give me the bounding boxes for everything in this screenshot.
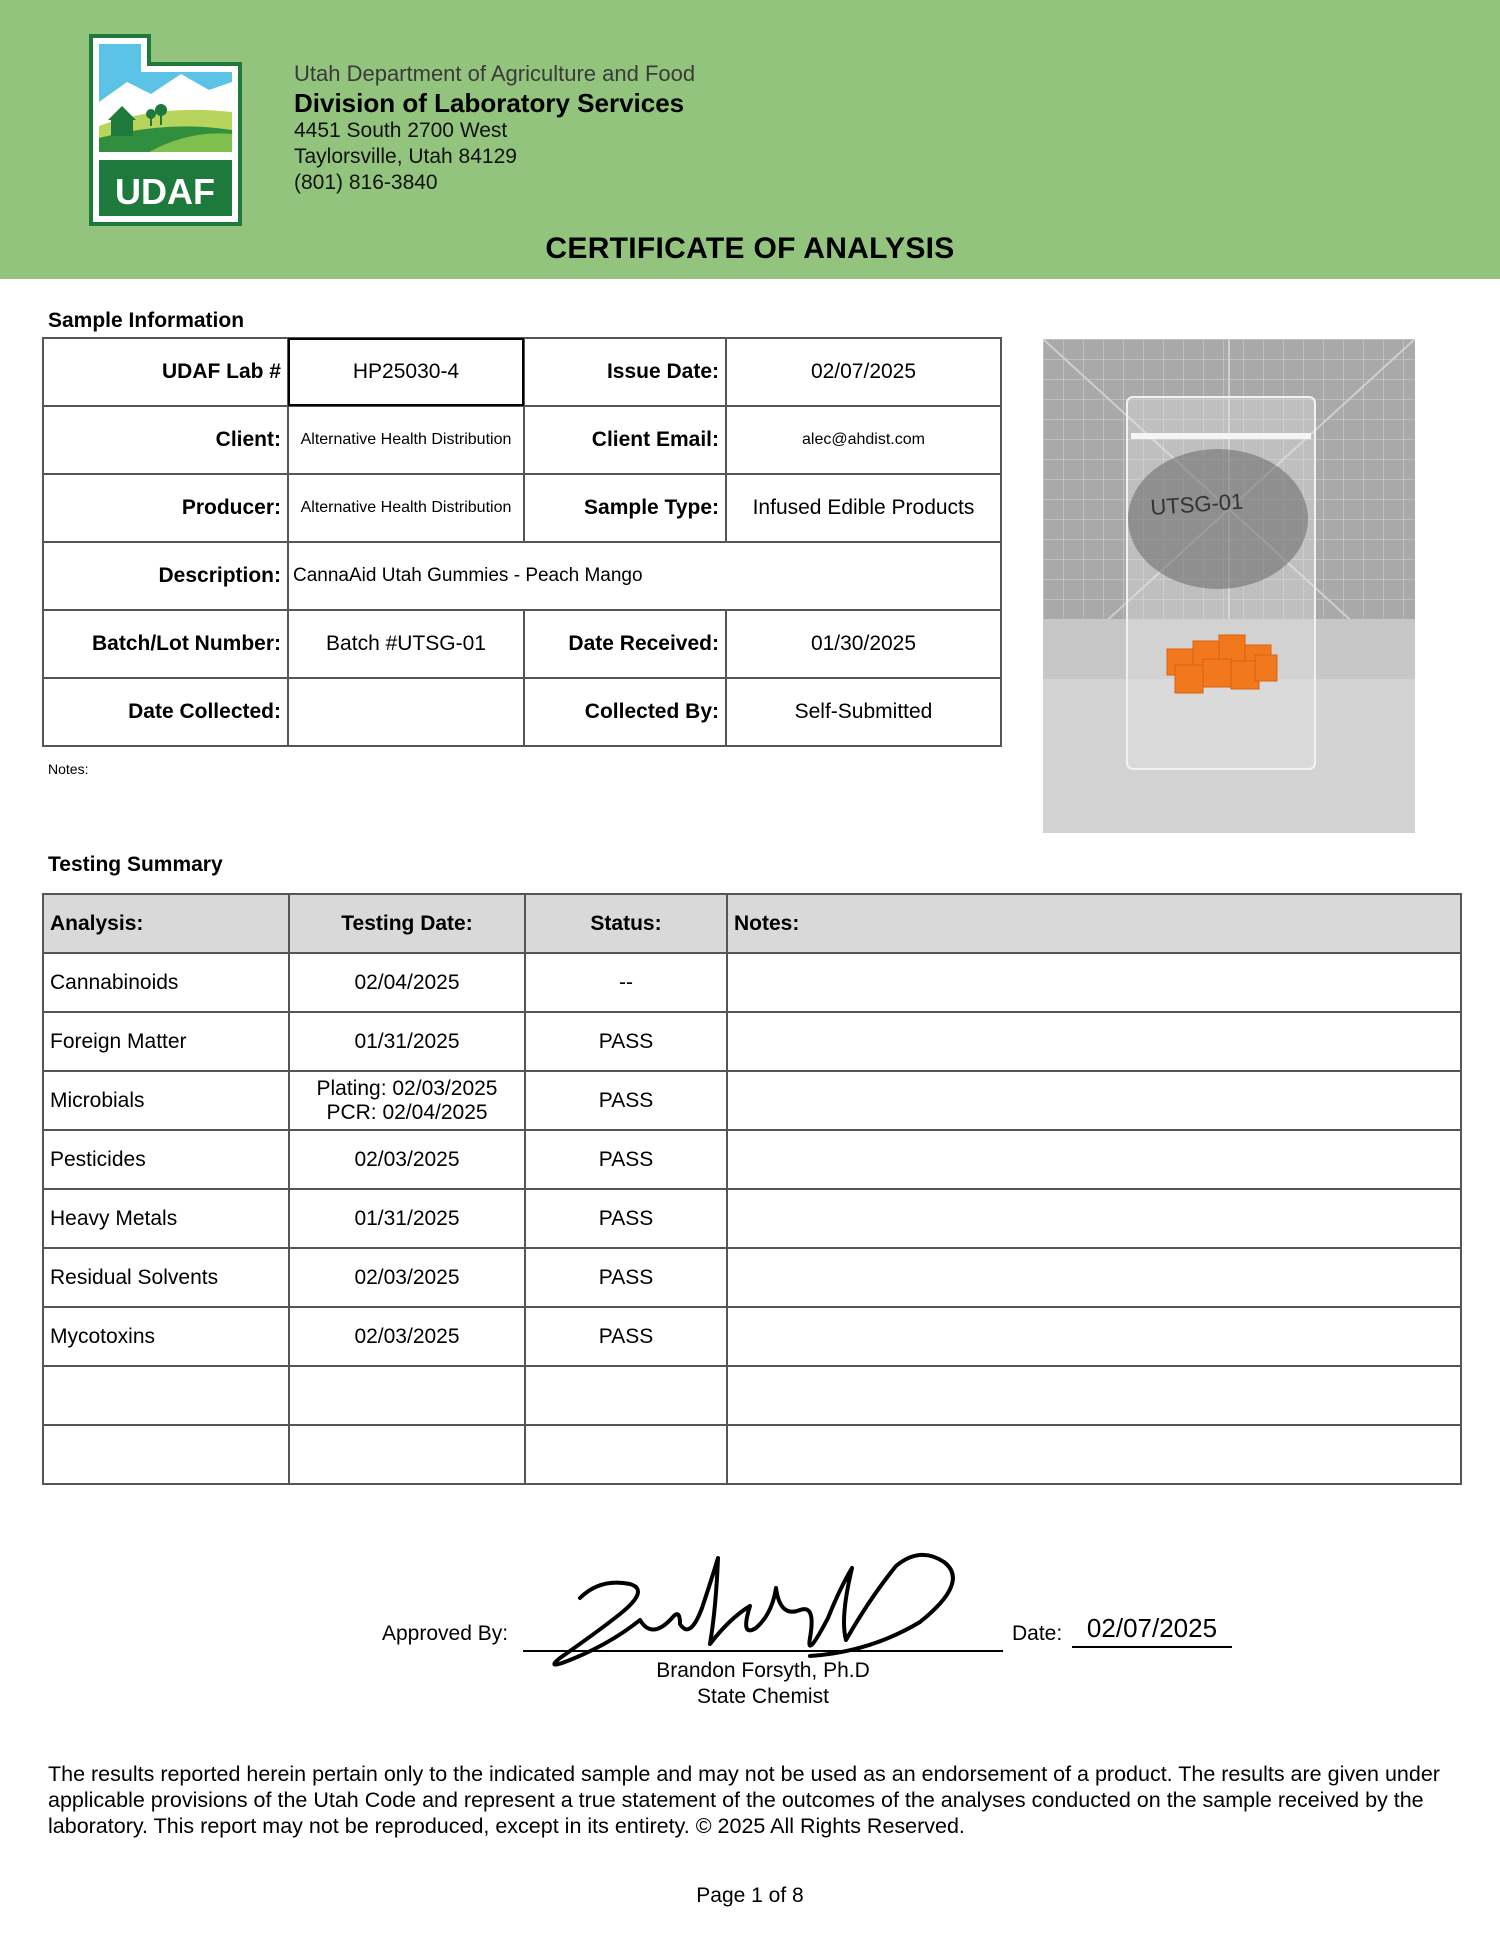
notes-cell xyxy=(727,1189,1461,1248)
header-notes: Notes: xyxy=(727,894,1461,953)
table-row xyxy=(43,1307,1461,1366)
approval-date-value: 02/07/2025 xyxy=(1072,1613,1232,1648)
signature-line xyxy=(523,1650,1003,1652)
table-row xyxy=(43,953,1461,1012)
org-division: Division of Laboratory Services xyxy=(294,88,685,118)
org-address-city: Taylorsville, Utah 84129 xyxy=(294,145,517,168)
lab-number-value: HP25030-4 xyxy=(288,338,524,406)
status-cell xyxy=(525,1425,727,1484)
date-received-label: Date Received: xyxy=(524,610,726,678)
page-number: Page 1 of 8 xyxy=(696,1884,804,1907)
table-row xyxy=(43,1130,1461,1189)
udaf-logo xyxy=(89,34,242,226)
notes-cell xyxy=(727,1248,1461,1307)
table-header-row xyxy=(43,894,1461,953)
testing-date-cell xyxy=(289,1071,525,1130)
table-row xyxy=(43,678,1001,746)
sample-info-title: Sample Information xyxy=(48,309,245,332)
client-value: Alternative Health Distribution xyxy=(288,406,524,474)
issue-date-value: 02/07/2025 xyxy=(726,338,1001,406)
header-testing-date: Testing Date: xyxy=(289,894,525,953)
status-cell: -- xyxy=(525,953,727,1012)
org-address-street: 4451 South 2700 West xyxy=(294,119,508,142)
sample-type-value: Infused Edible Products xyxy=(726,474,1001,542)
analysis-cell xyxy=(43,1366,289,1425)
notes-cell xyxy=(727,1012,1461,1071)
status-cell xyxy=(525,1366,727,1425)
analysis-cell: Cannabinoids xyxy=(43,953,289,1012)
testing-date-cell: 02/04/2025 xyxy=(289,953,525,1012)
sample-photo xyxy=(1043,339,1415,833)
testing-date-cell: 02/03/2025 xyxy=(289,1248,525,1307)
testing-summary-table xyxy=(42,893,1462,1485)
lab-number-label: UDAF Lab # xyxy=(43,338,288,406)
testing-date-cell: 01/31/2025 xyxy=(289,1189,525,1248)
description-value: CannaAid Utah Gummies - Peach Mango xyxy=(288,542,1001,610)
analysis-cell: Mycotoxins xyxy=(43,1307,289,1366)
table-row xyxy=(43,474,1001,542)
table-row xyxy=(43,1425,1461,1484)
notes-cell xyxy=(727,1130,1461,1189)
org-phone: (801) 816-3840 xyxy=(294,171,438,194)
testing-date-cell: 02/03/2025 xyxy=(289,1307,525,1366)
status-cell: PASS xyxy=(525,1189,727,1248)
table-row xyxy=(43,542,1001,610)
producer-label: Producer: xyxy=(43,474,288,542)
producer-value: Alternative Health Distribution xyxy=(288,474,524,542)
table-row xyxy=(43,1012,1461,1071)
plating-date: Plating: 02/03/2025 xyxy=(316,1076,498,1100)
client-label: Client: xyxy=(43,406,288,474)
notes-cell xyxy=(727,1071,1461,1130)
analysis-cell: Residual Solvents xyxy=(43,1248,289,1307)
header-status: Status: xyxy=(525,894,727,953)
notes-cell xyxy=(727,953,1461,1012)
status-cell: PASS xyxy=(525,1248,727,1307)
analysis-cell: Heavy Metals xyxy=(43,1189,289,1248)
pcr-date: PCR: 02/04/2025 xyxy=(326,1100,488,1124)
collected-by-value: Self-Submitted xyxy=(726,678,1001,746)
svg-text:UDAF: UDAF xyxy=(115,171,215,212)
testing-summary-title: Testing Summary xyxy=(48,853,223,876)
status-cell: PASS xyxy=(525,1307,727,1366)
table-row xyxy=(43,406,1001,474)
notes-cell xyxy=(727,1366,1461,1425)
testing-date-cell xyxy=(289,1425,525,1484)
table-row xyxy=(43,1071,1461,1130)
client-email-label: Client Email: xyxy=(524,406,726,474)
notes-label: Notes: xyxy=(48,761,89,777)
analysis-cell: Pesticides xyxy=(43,1130,289,1189)
status-cell: PASS xyxy=(525,1012,727,1071)
date-received-value: 01/30/2025 xyxy=(726,610,1001,678)
analysis-cell xyxy=(43,1425,289,1484)
status-cell: PASS xyxy=(525,1130,727,1189)
disclaimer-text: The results reported herein pertain only to the indicated sample and may not be used as an endorsement of a product. The results are given under applicable provisions of the Utah Code and represent a true statement of the outcomes of the analyses conducted on the sample received by the laboratory. This report may not be reproduced, except in its entirety. © 2025 All Rights Reserved. xyxy=(48,1762,1440,1838)
testing-date-cell: 02/03/2025 xyxy=(289,1130,525,1189)
client-email-value: alec@ahdist.com xyxy=(726,406,1001,474)
analysis-cell: Foreign Matter xyxy=(43,1012,289,1071)
batch-label: Batch/Lot Number: xyxy=(43,610,288,678)
header-analysis: Analysis: xyxy=(43,894,289,953)
page-title: CERTIFICATE OF ANALYSIS xyxy=(545,232,955,265)
org-department: Utah Department of Agriculture and Food xyxy=(294,61,696,86)
date-collected-label: Date Collected: xyxy=(43,678,288,746)
signer-title: State Chemist xyxy=(697,1685,829,1708)
notes-cell xyxy=(727,1425,1461,1484)
status-cell: PASS xyxy=(525,1071,727,1130)
table-row xyxy=(43,1189,1461,1248)
batch-value: Batch #UTSG-01 xyxy=(288,610,524,678)
collected-by-label: Collected By: xyxy=(524,678,726,746)
analysis-cell: Microbials xyxy=(43,1071,289,1130)
table-row xyxy=(43,338,1001,406)
approved-by-label: Approved By: xyxy=(382,1622,509,1645)
description-label: Description: xyxy=(43,542,288,610)
date-collected-value xyxy=(288,678,524,746)
sample-info-table xyxy=(42,337,1002,747)
table-row xyxy=(43,1366,1461,1425)
table-row xyxy=(43,1248,1461,1307)
svg-text:UTSG-01: UTSG-01 xyxy=(1149,488,1245,520)
table-row xyxy=(43,610,1001,678)
approval-date-label: Date: xyxy=(1012,1622,1063,1645)
testing-date-cell: 01/31/2025 xyxy=(289,1012,525,1071)
testing-date-cell xyxy=(289,1366,525,1425)
issue-date-label: Issue Date: xyxy=(524,338,726,406)
notes-cell xyxy=(727,1307,1461,1366)
sample-type-label: Sample Type: xyxy=(524,474,726,542)
signer-name: Brandon Forsyth, Ph.D xyxy=(656,1659,870,1682)
